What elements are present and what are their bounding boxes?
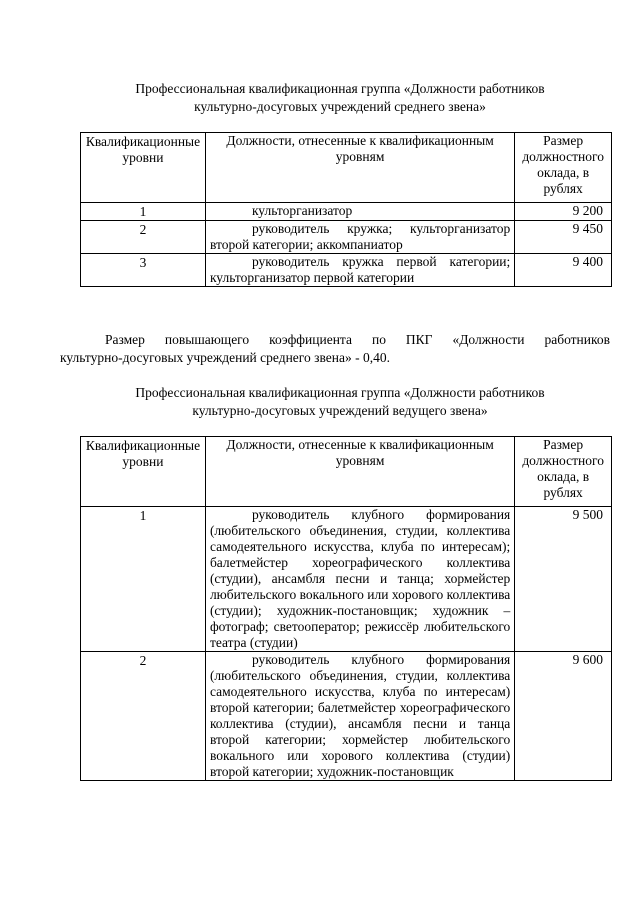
header-salary: Размер должностного оклада, в рублях: [515, 133, 612, 203]
row-salary: 9 400: [515, 254, 612, 287]
row-level: 1: [81, 507, 206, 652]
table-row: [81, 507, 612, 652]
row-positions: [205, 203, 514, 221]
row-positions-text: руководитель кружка; культорганизатор второй категории; аккомпаниатор: [209, 221, 511, 252]
row-positions: [205, 652, 514, 781]
row-positions-text: культорганизатор: [251, 203, 353, 218]
section1-table: [80, 132, 612, 287]
section1-heading: [60, 80, 620, 116]
row-positions: [205, 507, 514, 652]
section1-coefficient-note: [60, 331, 610, 367]
header-positions: Должности, отнесенные к квалификационным уровням: [205, 437, 514, 507]
header-level: Квалификационные уровни: [81, 133, 206, 203]
note-line2: культурно-досуговых учреждений среднего звена» - 0,40.: [60, 350, 390, 365]
section2-heading-line2: культурно-досуговых учреждений ведущего звена»: [192, 403, 488, 418]
header-positions: Должности, отнесенные к квалификационным уровням: [205, 133, 514, 203]
section2-heading-line1: Профессиональная квалификационная группа «Должности работников: [135, 385, 545, 400]
row-salary: 9 500: [515, 507, 612, 652]
section1-heading-line2: культурно-досуговых учреждений среднего звена»: [194, 99, 486, 114]
table-row: [81, 221, 612, 254]
row-positions-text: руководитель кружка первой категории; культорганизатор первой категории: [209, 254, 511, 285]
row-salary: 9 450: [515, 221, 612, 254]
row-salary: 9 200: [515, 203, 612, 221]
section2-heading: [60, 384, 620, 420]
table-header-row: [81, 437, 612, 507]
row-positions: [205, 221, 514, 254]
section2-table: [80, 436, 612, 781]
row-level: 2: [81, 652, 206, 781]
table-row: [81, 254, 612, 287]
note-line1: Размер повышающего коэффициента по ПКГ «Должности работников: [105, 332, 610, 347]
row-salary: 9 600: [515, 652, 612, 781]
row-positions-text: руководитель клубного формирования (любительского объединения, студии, коллектива самодеятельного искусства, клуба по интересам) второй категории; балетмейстер хореографического коллектива (студии), ансамбля песни и танца второй категории; хормейстер любительского вокального или хорового коллектива (студии) второй категории; художник-постановщик: [209, 652, 511, 779]
row-level: 3: [81, 254, 206, 287]
row-positions-text: руководитель клубного формирования (любительского объединения, студии, коллектива самодеятельного искусства, клуба по интересам); балетмейстер хореографического коллектива (студии), ансамбля песни и танца; хормейстер любительского вокального или хорового коллектива (студии); художник-постановщик; художник – фотограф; светооператор; режиссёр любительского театра (студии): [209, 507, 511, 650]
header-salary: Размер должностного оклада, в рублях: [515, 437, 612, 507]
table-row: [81, 652, 612, 781]
row-level: 1: [81, 203, 206, 221]
section1-heading-line1: Профессиональная квалификационная группа «Должности работников: [135, 81, 545, 96]
table-header-row: [81, 133, 612, 203]
table-row: [81, 203, 612, 221]
row-level: 2: [81, 221, 206, 254]
header-level: Квалификационные уровни: [81, 437, 206, 507]
row-positions: [205, 254, 514, 287]
